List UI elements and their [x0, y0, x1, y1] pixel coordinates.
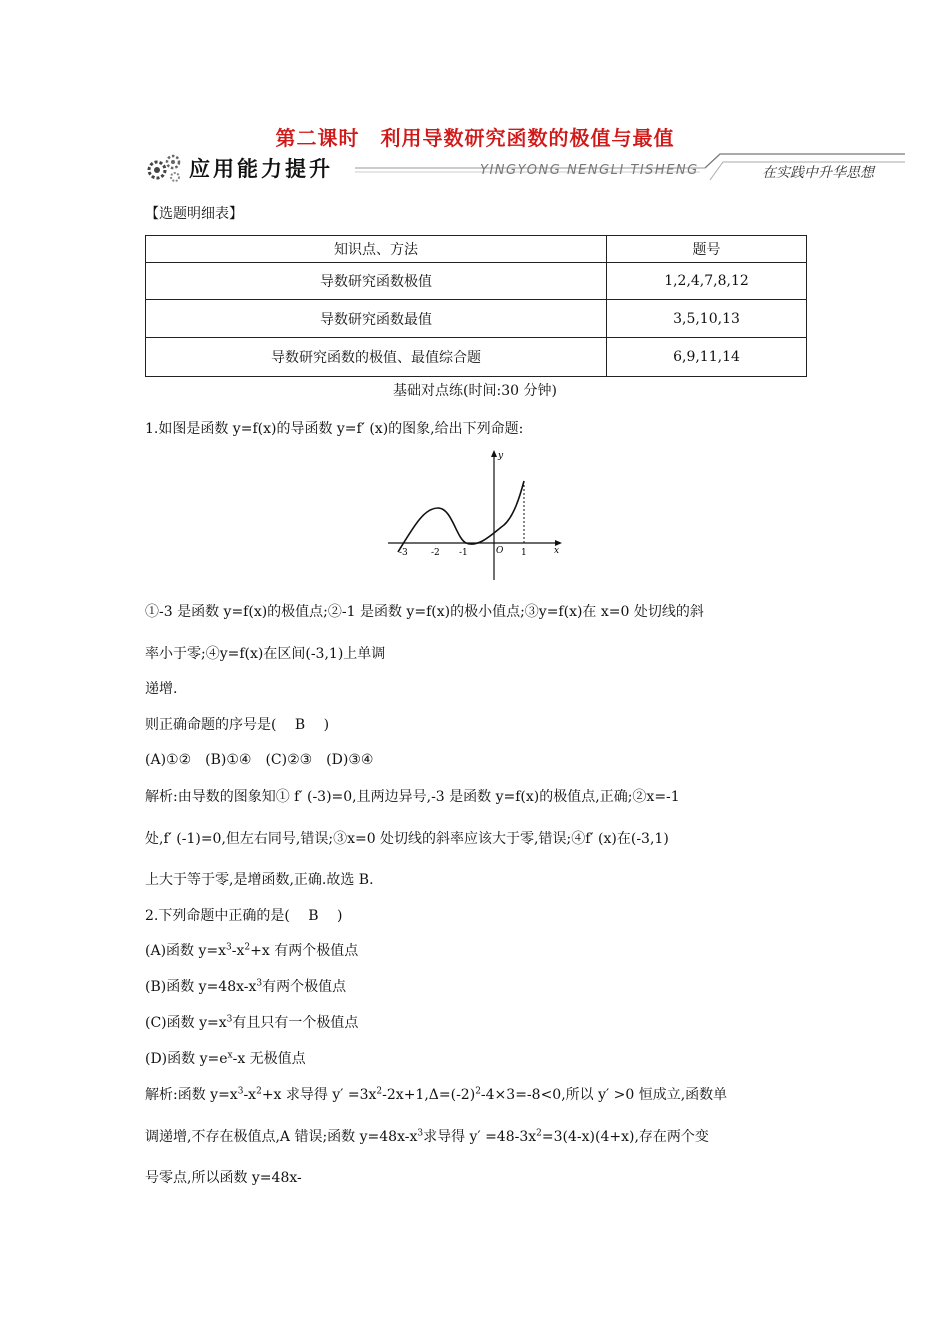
table-cell-topic: 导数研究函数最值: [146, 300, 607, 338]
derivative-graph: [384, 446, 568, 582]
tick-label: -1: [459, 548, 468, 558]
q2-analysis: 号零点,所以函数 y=48x-: [145, 1170, 302, 1186]
table-row: [146, 338, 807, 377]
x-axis-label: x: [554, 546, 560, 556]
table-header-row: [146, 236, 807, 263]
q2-option-c: (C)函数 $y=x^3$有且只有一个极值点: [145, 1014, 359, 1031]
tick-label: -3: [399, 548, 408, 558]
table-row: [146, 300, 807, 338]
q1-statements: 率小于零;④y=f(x)在区间(-3,1)上单调: [145, 646, 386, 662]
tick-label: 1: [521, 548, 527, 558]
section-banner: [145, 150, 905, 186]
table-cell-numbers: 6,9,11,14: [607, 338, 807, 377]
gear-icon: [145, 150, 185, 186]
practice-subtitle: 基础对点练(时间:30 分钟): [393, 383, 557, 399]
table-row: [146, 263, 807, 300]
q2-stem: 2.下列命题中正确的是( B ): [145, 908, 343, 924]
table-cell-numbers: 1,2,4,7,8,12: [607, 263, 807, 300]
page-title: 第二课时 利用导数研究函数的极值与最值: [275, 126, 675, 150]
table-header-numbers: 题号: [607, 236, 807, 263]
q1-analysis: 解析:由导数的图象知① f′ (-3)=0,且两边异号,-3 是函数 y=f(x)的极值点,正确;②x=-1: [145, 789, 680, 805]
q2-analysis: 解析:函数 $y=x^3-x^2+x$ 求导得 $y' =3x^2-2x+1,\Delta=(-2)^2-4\times 3=-8<0$,所以 y′ >0 恒成立,函数单: [145, 1086, 728, 1103]
banner-label: 应用能力提升: [189, 157, 333, 181]
q1-stem: 1.如图是函数 y=f(x)的导函数 y=f′ (x)的图象,给出下列命题:: [145, 421, 524, 437]
q1-options: (A)①② (B)①④ (C)②③ (D)③④: [145, 752, 374, 768]
origin-label: O: [496, 546, 504, 556]
q2-analysis: 调递增,不存在极值点,A 错误;函数 $y=48x-x^3$求导得 $y' =48-3x^2=3(4-x)(4+x)$,存在两个变: [145, 1128, 709, 1145]
y-axis-label: y: [498, 451, 504, 461]
detail-table: [145, 235, 807, 377]
q2-option-a: (A)函数 $y=x^3-x^2+x$ 有两个极值点: [145, 942, 359, 959]
banner-slogan: 在实践中升华思想: [762, 165, 874, 181]
table-cell-topic: 导数研究函数极值: [146, 263, 607, 300]
q1-analysis: 处,f′ (-1)=0,但左右同号,错误;③x=0 处切线的斜率应该大于零,错误;④f′ (x)在(-3,1): [145, 831, 669, 847]
y-axis-arrow: [491, 450, 497, 457]
table-cell-topic: 导数研究函数的极值、最值综合题: [146, 338, 607, 377]
banner-pinyin: YINGYONG NENGLI TISHENG: [480, 163, 699, 178]
tick-label: -2: [431, 548, 440, 558]
detail-table-label: 【选题明细表】: [145, 206, 243, 222]
q1-question: 则正确命题的序号是( B ): [145, 717, 330, 733]
derivative-curve: [398, 481, 524, 552]
q2-option-b: (B)函数 $y=48x-x^3$有两个极值点: [145, 978, 347, 995]
q1-statements: 递增.: [145, 681, 178, 697]
q2-option-d: (D)函数 $y=e^x-x$ 无极值点: [145, 1050, 306, 1067]
q1-analysis: 上大于等于零,是增函数,正确.故选 B.: [145, 872, 374, 888]
table-header-topic: 知识点、方法: [146, 236, 607, 263]
table-cell-numbers: 3,5,10,13: [607, 300, 807, 338]
q1-statements: ①-3 是函数 y=f(x)的极值点;②-1 是函数 y=f(x)的极小值点;③y=f(x)在 x=0 处切线的斜: [145, 604, 704, 620]
